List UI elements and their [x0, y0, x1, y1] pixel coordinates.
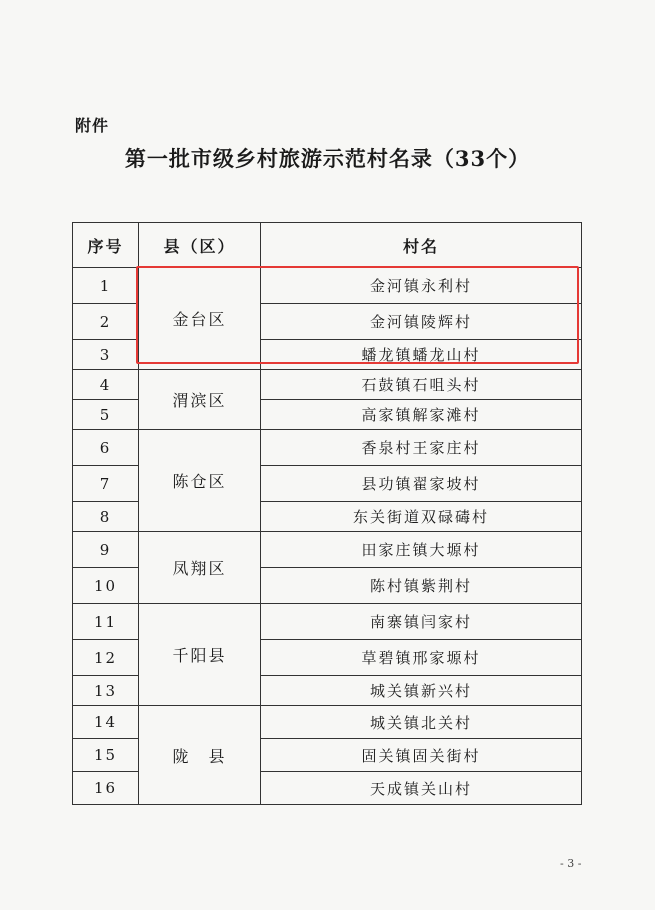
village-cell: 陈村镇紫荆村: [261, 568, 582, 604]
serial-cell: 12: [73, 640, 139, 676]
serial-cell: 7: [73, 466, 139, 502]
table-row: [73, 430, 582, 466]
serial-cell: 15: [73, 739, 139, 772]
header-serial: 序号: [73, 223, 139, 268]
county-cell: 陈仓区: [139, 430, 261, 532]
serial-cell: 2: [73, 304, 139, 340]
serial-cell: 9: [73, 532, 139, 568]
village-cell: 固关镇固关街村: [261, 739, 582, 772]
county-cell: 千阳县: [139, 604, 261, 706]
village-cell: 石鼓镇石咀头村: [261, 370, 582, 400]
table-row: [73, 370, 582, 400]
table-row: [73, 706, 582, 739]
county-cell: 陇 县: [139, 706, 261, 805]
serial-cell: 4: [73, 370, 139, 400]
village-cell: 城关镇北关村: [261, 706, 582, 739]
village-cell: 天成镇关山村: [261, 772, 582, 805]
page-number: - 3 -: [560, 857, 582, 870]
village-cell: 县功镇翟家坡村: [261, 466, 582, 502]
serial-cell: 8: [73, 502, 139, 532]
village-cell: 金河镇陵辉村: [261, 304, 582, 340]
attachment-label: 附件: [75, 116, 110, 135]
serial-cell: 14: [73, 706, 139, 739]
serial-cell: 1: [73, 268, 139, 304]
table-header-row: [73, 223, 582, 268]
village-cell: 草碧镇邢家塬村: [261, 640, 582, 676]
village-cell: 高家镇解家滩村: [261, 400, 582, 430]
table-row: [73, 604, 582, 640]
county-cell: 金台区: [139, 268, 261, 370]
serial-cell: 6: [73, 430, 139, 466]
village-cell: 蟠龙镇蟠龙山村: [261, 340, 582, 370]
serial-cell: 11: [73, 604, 139, 640]
serial-cell: 5: [73, 400, 139, 430]
serial-cell: 16: [73, 772, 139, 805]
serial-cell: 13: [73, 676, 139, 706]
serial-cell: 10: [73, 568, 139, 604]
county-cell: 凤翔区: [139, 532, 261, 604]
county-cell: 渭滨区: [139, 370, 261, 430]
village-cell: 金河镇永利村: [261, 268, 582, 304]
village-cell: 田家庄镇大塬村: [261, 532, 582, 568]
highlight-box: [136, 266, 579, 364]
header-county: 县（区）: [139, 223, 261, 268]
village-cell: 东关街道双碌碡村: [261, 502, 582, 532]
document-title: 第一批市级乡村旅游示范村名录（33个）: [124, 146, 531, 171]
village-cell: 城关镇新兴村: [261, 676, 582, 706]
village-cell: 南寨镇闫家村: [261, 604, 582, 640]
village-cell: 香泉村王家庄村: [261, 430, 582, 466]
serial-cell: 3: [73, 340, 139, 370]
table-row: [73, 532, 582, 568]
header-village: 村名: [261, 223, 582, 268]
